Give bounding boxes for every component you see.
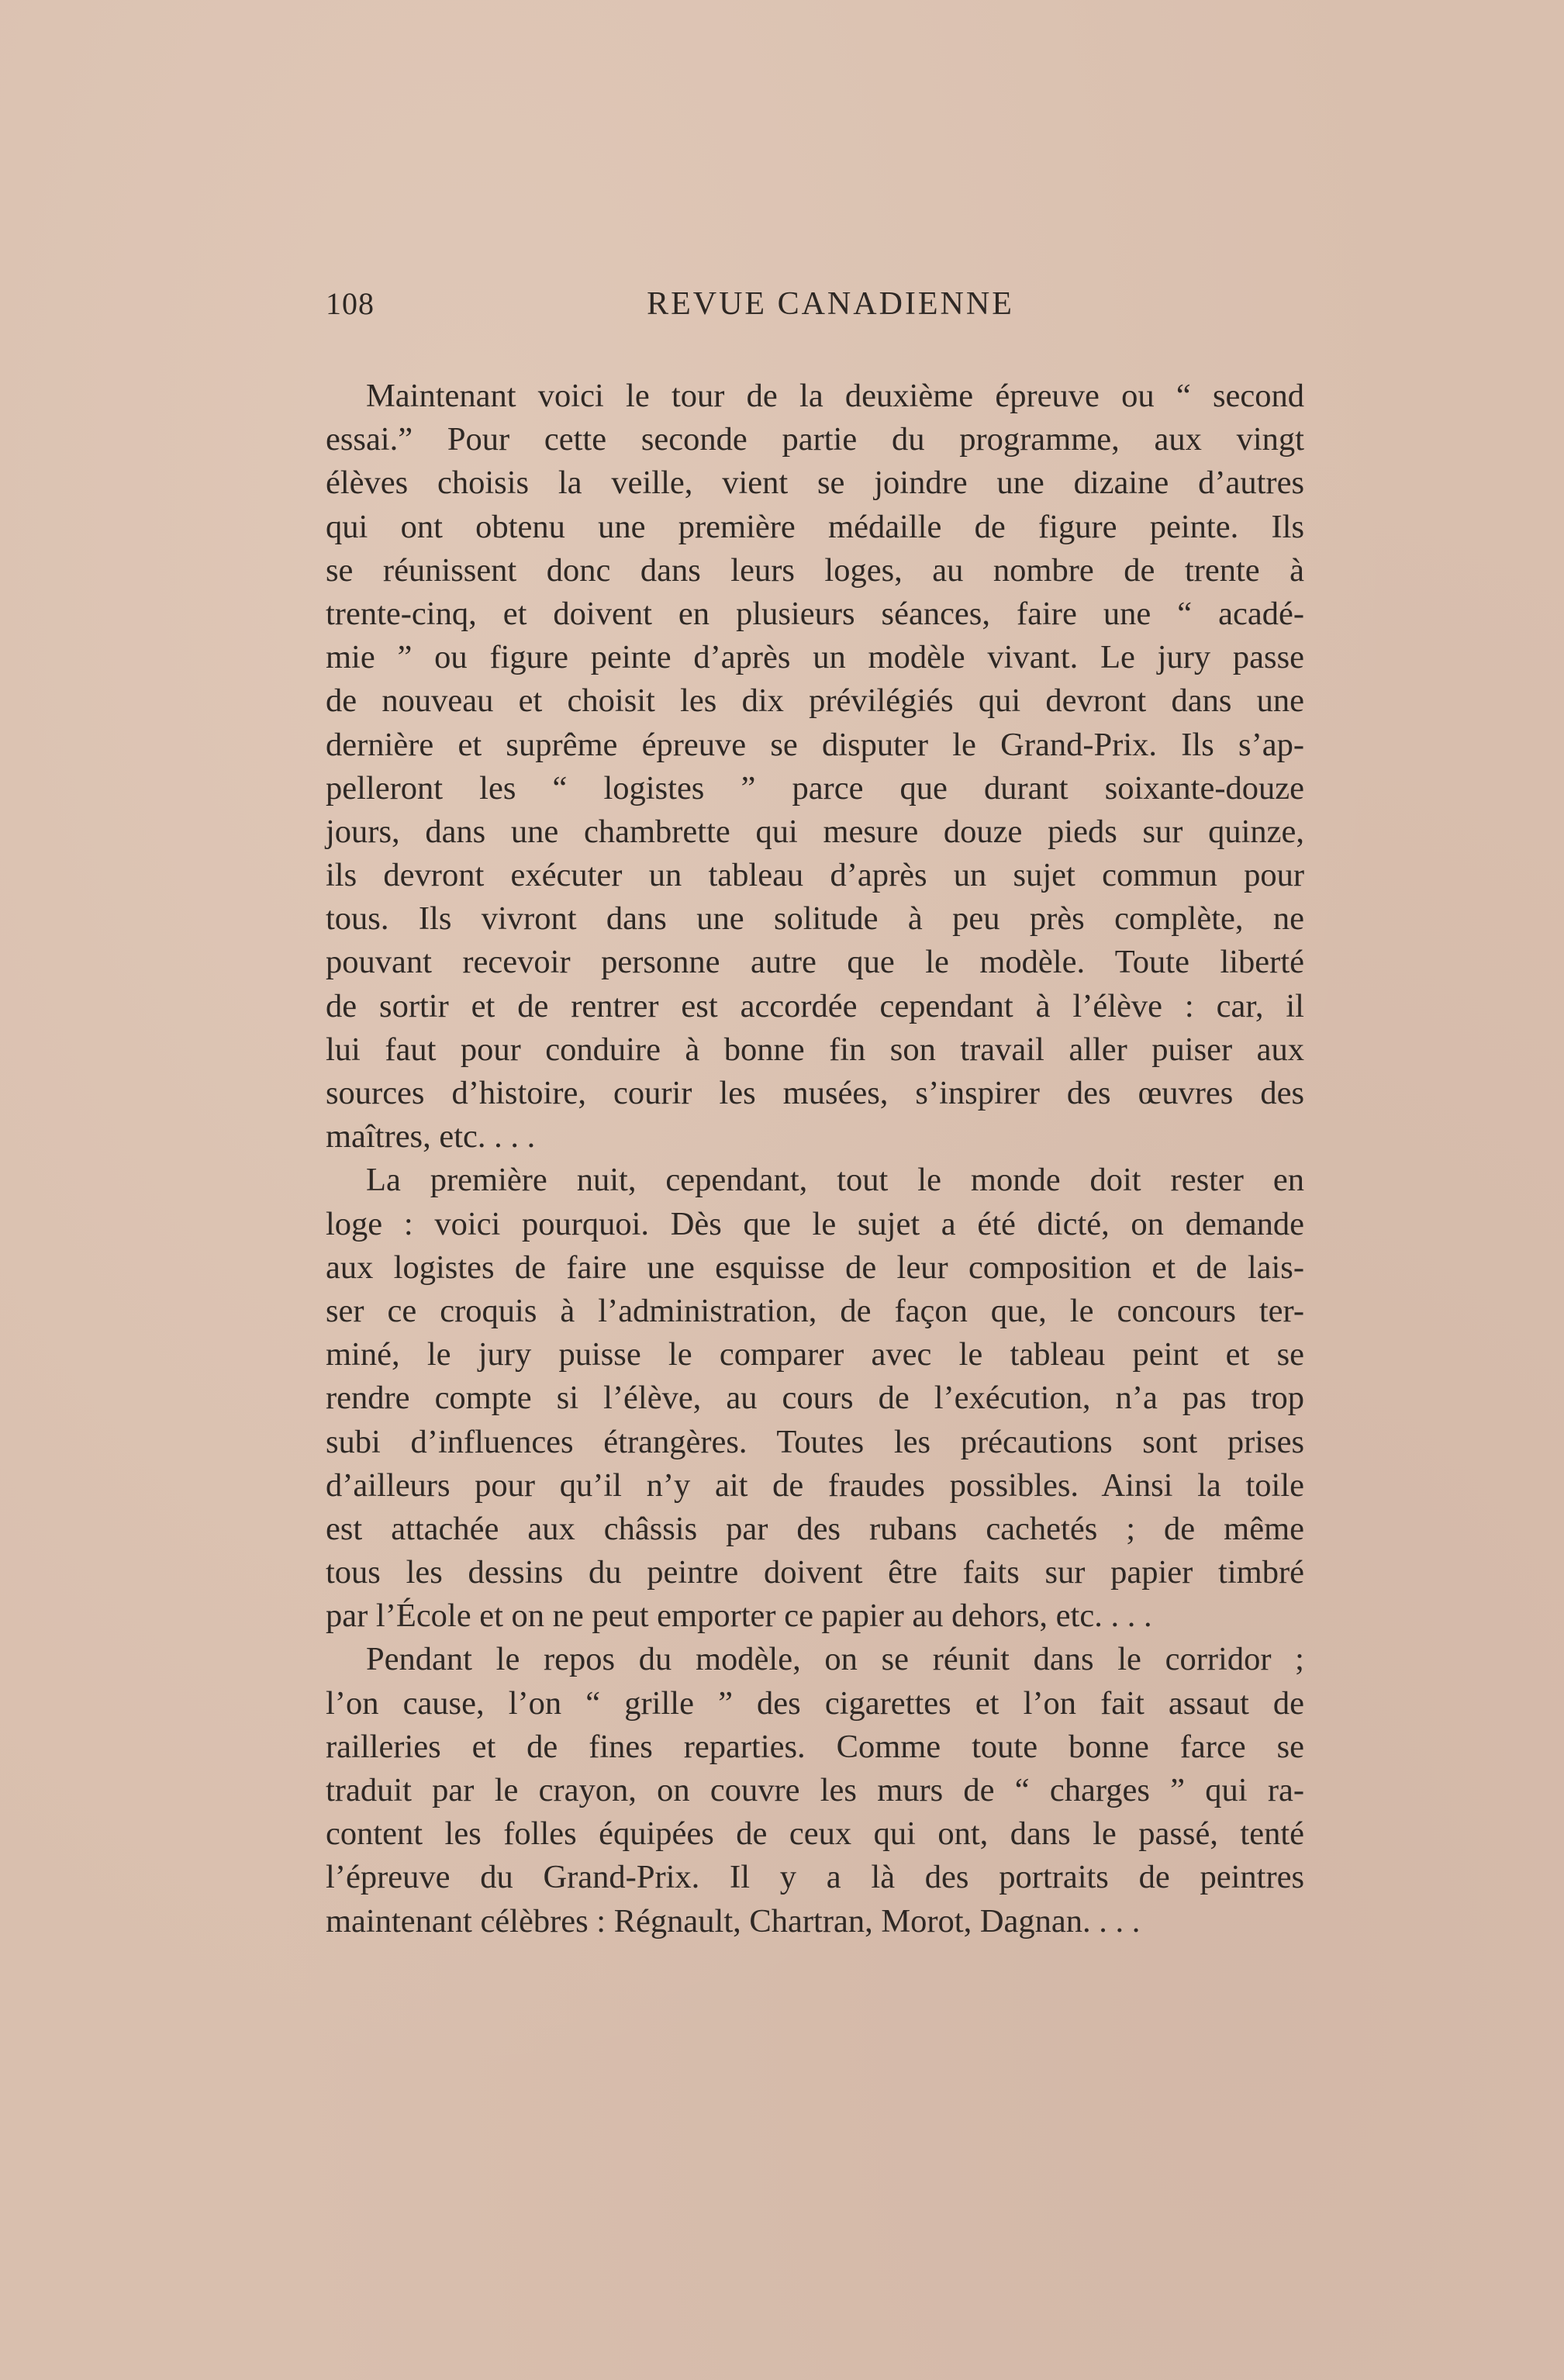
text-line: mie ” ou figure peinte d’après un modèle vivant. Le jury passe xyxy=(326,639,1304,676)
text-line: loge : voici pourquoi. Dès que le sujet a été dicté, on demande xyxy=(326,1205,1304,1242)
text-line: jours, dans une chambrette qui mesure douze pieds sur quinze, xyxy=(326,813,1304,850)
text-line: ser ce croquis à l’administration, de façon que, le concours ter- xyxy=(326,1292,1304,1329)
text-line: Maintenant voici le tour de la deuxième épreuve ou “ second xyxy=(366,378,1304,414)
text-line: aux logistes de faire une esquisse de leur composition et de lais- xyxy=(326,1249,1304,1286)
text-line: rendre compte si l’élève, au cours de l’exécution, n’a pas trop xyxy=(326,1380,1304,1417)
text-line: élèves choisis la veille, vient se joindre une dizaine d’autres xyxy=(326,465,1304,502)
text-line: de nouveau et choisit les dix prévilégiés qui devront dans une xyxy=(326,682,1304,720)
text-line: lui faut pour conduire à bonne fin son travail aller puiser aux xyxy=(326,1031,1304,1068)
text-line: l’épreuve du Grand-Prix. Il y a là des portraits de peintres xyxy=(326,1859,1304,1896)
text-line: maintenant célèbres : Régnault, Chartran, Morot, Dagnan. . . . xyxy=(326,1902,1141,1940)
text-line: Pendant le repos du modèle, on se réunit dans le corridor ; xyxy=(366,1641,1304,1678)
text-line: qui ont obtenu une première médaille de figure peinte. Ils xyxy=(326,508,1304,545)
text-line: maîtres, etc. . . . xyxy=(326,1118,536,1155)
text-line: sources d’histoire, courir les musées, s’inspirer des œuvres des xyxy=(326,1075,1304,1111)
text-line: La première nuit, cependant, tout le monde doit rester en xyxy=(366,1162,1304,1199)
text-line: de sortir et de rentrer est accordée cependant à l’élève : car, il xyxy=(326,987,1304,1024)
body-text xyxy=(326,375,1304,1943)
page-number: 108 xyxy=(326,286,375,321)
paragraph-1 xyxy=(326,375,1304,1159)
text-line: tous. Ils vivront dans une solitude à peu près complète, ne xyxy=(326,900,1304,938)
page-header xyxy=(326,285,1304,332)
text-line: tous les dessins du peintre doivent être faits sur papier timbré xyxy=(326,1554,1304,1591)
text-line: dernière et suprême épreuve se disputer le Grand-Prix. Ils s’ap- xyxy=(326,726,1304,763)
text-line: trente-cinq, et doivent en plusieurs séances, faire une “ acadé- xyxy=(326,595,1304,632)
text-line: pouvant recevoir personne autre que le modèle. Toute liberté xyxy=(326,944,1304,981)
text-line: subi d’influences étrangères. Toutes les précautions sont prises xyxy=(326,1423,1304,1460)
text-line: essai.” Pour cette seconde partie du programme, aux vingt xyxy=(326,421,1304,458)
text-line: traduit par le crayon, on couvre les murs de “ charges ” qui ra- xyxy=(326,1772,1304,1808)
text-line: l’on cause, l’on “ grille ” des cigarettes et l’on fait assaut de xyxy=(326,1684,1304,1722)
paragraph-2 xyxy=(326,1159,1304,1638)
text-line: ils devront exécuter un tableau d’après un sujet commun pour xyxy=(326,857,1304,894)
paragraph-3 xyxy=(326,1638,1304,1943)
text-line: railleries et de fines reparties. Comme toute bonne farce se xyxy=(326,1728,1304,1765)
text-line: pelleront les “ logistes ” parce que durant soixante-douze xyxy=(326,769,1304,807)
text-line: est attachée aux châssis par des rubans cachetés ; de même xyxy=(326,1510,1304,1547)
text-line: content les folles équipées de ceux qui ont, dans le passé, tenté xyxy=(326,1815,1304,1853)
running-title: REVUE CANADIENNE xyxy=(647,286,1014,322)
text-line: se réunissent donc dans leurs loges, au nombre de trente à xyxy=(326,551,1304,589)
text-line: miné, le jury puisse le comparer avec le tableau peint et se xyxy=(326,1336,1304,1373)
text-line: par l’École et on ne peut emporter ce papier au dehors, etc. . . . xyxy=(326,1598,1152,1635)
text-line: d’ailleurs pour qu’il n’y ait de fraudes possibles. Ainsi la toile xyxy=(326,1466,1304,1504)
